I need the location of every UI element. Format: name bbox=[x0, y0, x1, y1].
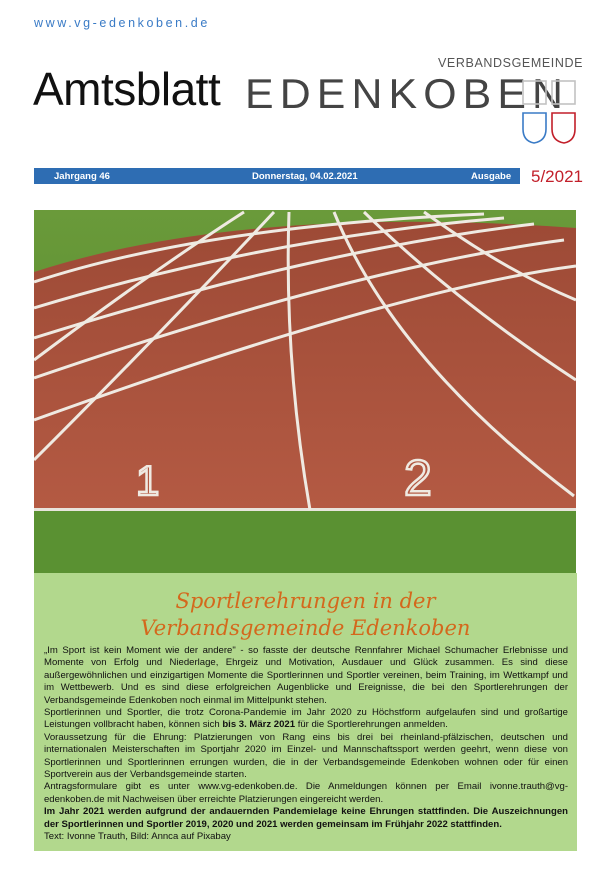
headline-line-1: Sportlerehrungen in der bbox=[175, 589, 436, 613]
issue-date: Donnerstag, 04.02.2021 bbox=[252, 170, 358, 182]
paragraph-registration: Sportlerinnen und Sportler, die trotz Corona-Pandemie im Jahr 2020 zu Höchstform aufgelaufen sind und großartige Leistungen vollbracht haben, können sich bis 3. März 2021 für die Sportlerehrungen anmelden. bbox=[44, 707, 568, 731]
municipality-prefix: VERBANDSGEMEINDE bbox=[438, 56, 584, 70]
jahrgang-label: Jahrgang 46 bbox=[54, 170, 110, 182]
article-headline bbox=[34, 588, 577, 642]
paragraph-notice: Im Jahr 2021 werden aufgrund der andauernden Pandemielage keine Ehrungen stattfinden. Die Auszeichnungen der Sportlerinnen und Sportler 2019, 2020 und 2021 werden gemeinsam im Frühjahr 2022 stattfinden. bbox=[44, 806, 568, 830]
lane-number-1: 1 bbox=[136, 457, 160, 504]
coat-of-arms-icon bbox=[521, 79, 577, 145]
paragraph-intro: „Im Sport ist kein Moment wie der andere" - so fasste der deutsche Rennfahrer Michael Schumacher Erlebnisse und Momente von Erfolg und Niederlage, Ehrgeiz und Motivation, Ausdauer und Glück zusammen. Es sind diese außergewöhnlichen und einzigartigen Momente die Sportlerinnen und Sportler vereinen, beim Training, im Wettkampf und im Wettbewerb. Und es sind diese erfolgreichen Augenblicke und Ereignisse, die bei den Sportlerehrungen der Verbandsgemeinde Edenkoben noch einmal im Mittelpunkt stehen. bbox=[44, 645, 568, 706]
publication-title: Amtsblatt bbox=[33, 63, 221, 115]
running-track-photo bbox=[34, 210, 576, 573]
headline-line-2: Verbandsgemeinde Edenkoben bbox=[140, 616, 471, 640]
paragraph-requirements: Voraussetzung für die Ehrung: Platzierungen von Rang eins bis drei bei rheinland-pfälzischen, deutschen und internationalen Meisterschaften im Sportjahr 2020 im Einzel- und Mannschaftssport werden geehrt, wenn diese von Sportlerinnen und Sportlerinnen errungen wurden, die in der Verbandsgemeinde Edenkoben wohnen oder für einen Sportverein aus der Verbandsgemeinde starten. bbox=[44, 731, 568, 781]
issue-info-bar bbox=[34, 168, 520, 184]
municipality-name: EDENKOBEN bbox=[245, 70, 570, 117]
paragraph-forms: Antragsformulare gibt es unter www.vg-edenkoben.de. Die Anmeldungen können per Email ivonne.trauth@vg-edenkoben.de mit Nachweisen über erreichte Platzierungen eingereicht werden. bbox=[44, 781, 568, 805]
lane-number-2: 2 bbox=[404, 450, 432, 506]
ausgabe-label: Ausgabe bbox=[471, 170, 512, 182]
deadline: bis 3. März 2021 bbox=[222, 719, 296, 731]
article-credit: Text: Ivonne Trauth, Bild: Annca auf Pixabay bbox=[44, 831, 231, 843]
article-body bbox=[44, 645, 568, 844]
issue-number: 5/2021 bbox=[531, 167, 583, 186]
website-url[interactable]: www.vg-edenkoben.de bbox=[34, 16, 210, 30]
